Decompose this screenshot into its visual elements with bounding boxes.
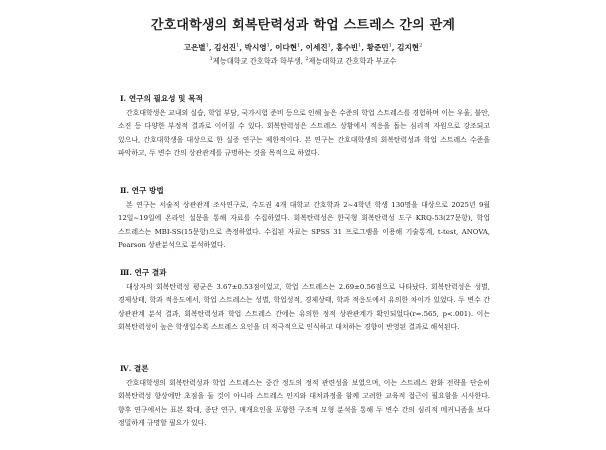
author-name: 김선진: [214, 43, 237, 52]
section-body: 간호대학생의 회복탄력성과 학업 스트레스는 중간 정도의 정적 관련성을 보였으며, 이는 스트레스 완화 전략을 단순히 회복탄력성 향상에만 초점을 둘 것이 아니라 스트레스 인지와 대처과정을 함께 고려한 교육적 접근이 필요함을 시사한다. 향후 연구에서는 표본 확대, 종단 연구, 매개요인을 포함한 구조적 모형 분석을 통해 두 변수 간의 심리적 메커니즘을 보다 정밀하게 규명할 필요가 있다.: [118, 379, 490, 427]
section-conclusion: [118, 363, 490, 430]
author-name: 고은별: [183, 43, 206, 52]
section-heading: Ⅱ. 연구 방법: [120, 186, 164, 195]
author-affiliation-mark: 2: [419, 42, 423, 49]
affiliation-mark: 2: [305, 56, 309, 62]
section-purpose: [118, 93, 490, 160]
section-heading: Ⅲ. 연구 결과: [120, 268, 167, 277]
affiliation-mark: 1: [209, 56, 213, 62]
author-affiliation-mark: 1: [358, 42, 362, 49]
author-affiliation-mark: 1: [388, 42, 392, 49]
author-affiliation-mark: 1: [205, 42, 209, 49]
author-name: 이세진: [305, 43, 328, 52]
affiliation-text: 제능대학교 간호학과 학부생,: [212, 56, 306, 66]
section-body: 간호대학생은 교내외 실습, 학업 부담, 국가시험 준비 등으로 인해 높은 수준의 학업 스트레스를 경험하며 이는 우울, 불안, 소진 등 다양한 부정적 결과로 이어질 수 있다. 회복탄력성은 스트레스 상황에서 적응을 돕는 심리적 자원으로 강조되고 있으나, 간호대학생을 대상으로 한 실증 연구는 제한적이다. 본 연구는 간호대학생의 회복탄력성과 학업 스트레스 수준을 파악하고, 두 변수 간의 상관관계를 규명하는 것을 목적으로 하였다.: [118, 109, 490, 157]
affiliation-line: [100, 56, 506, 66]
author-affiliation-mark: 1: [266, 42, 270, 49]
affiliation-text: 제능대학교 간호학과 부교수: [308, 56, 397, 66]
author-name: 이다현: [275, 43, 298, 52]
author-list: 고은별$^1$, 김선진$^1$, 박시영$^1$, 이다현$^1$, 이세진$^1$, 홍수빈$^1$, 황준민$^1$, 김지현$^2$: [183, 42, 423, 52]
section-method: [118, 185, 490, 252]
author-name: 박시영: [244, 43, 267, 52]
section-results: [118, 267, 490, 334]
author-affiliation-mark: 1: [236, 42, 240, 49]
author-affiliation-mark: 1: [327, 42, 331, 49]
author-affiliation-mark: 1: [297, 42, 301, 49]
section-heading: Ⅰ. 연구의 필요성 및 목적: [120, 94, 203, 103]
author-name: 황준민: [366, 43, 389, 52]
section-body: 본 연구는 서술적 상관관계 조사연구로, 수도권 4개 대학교 간호학과 2~4학년 학생 130명을 대상으로 2025년 9월 12일~19일에 온라인 설문을 통해 자료를 수집하였다. 회복탄력성은 한국형 회복탄력성 도구 KRQ-53(27문항), 학업 스트레스는 MBI-SS(15문항)으로 측정하였다. 수집된 자료는 SPSS 31 프로그램을 이용해 기술통계, t-test, ANOVA, Pearson 상관분석으로 분석하였다.: [118, 201, 490, 249]
paper-title: 간호대학생의 회복탄력성과 학업 스트레스 간의 관계: [150, 18, 456, 33]
author-name: 김지현: [397, 43, 420, 52]
section-body: 대상자의 회복탄력성 평균은 3.67±0.53점이었고, 학업 스트레스는 2.69±0.56점으로 나타났다. 회복탄력성은 성별, 경제상태, 학과 적응도에서, 학업 스트레스는 성별, 학업성적, 경제상태, 학과 적응도에서 유의한 차이가 있었다. 두 변수 간 상관관계 분석 결과, 회복탄력성과 학업 스트레스 간에는 유의한 정적 상관관계가 확인되었다(r=.565, p<.001). 이는 회복탄력성이 높은 학생일수록 스트레스 요인을 더 적극적으로 인식하고 대처하는 경향이 반영된 결과로 해석된다.: [118, 283, 490, 331]
section-heading: Ⅳ. 결론: [120, 364, 149, 373]
author-name: 홍수빈: [336, 43, 359, 52]
